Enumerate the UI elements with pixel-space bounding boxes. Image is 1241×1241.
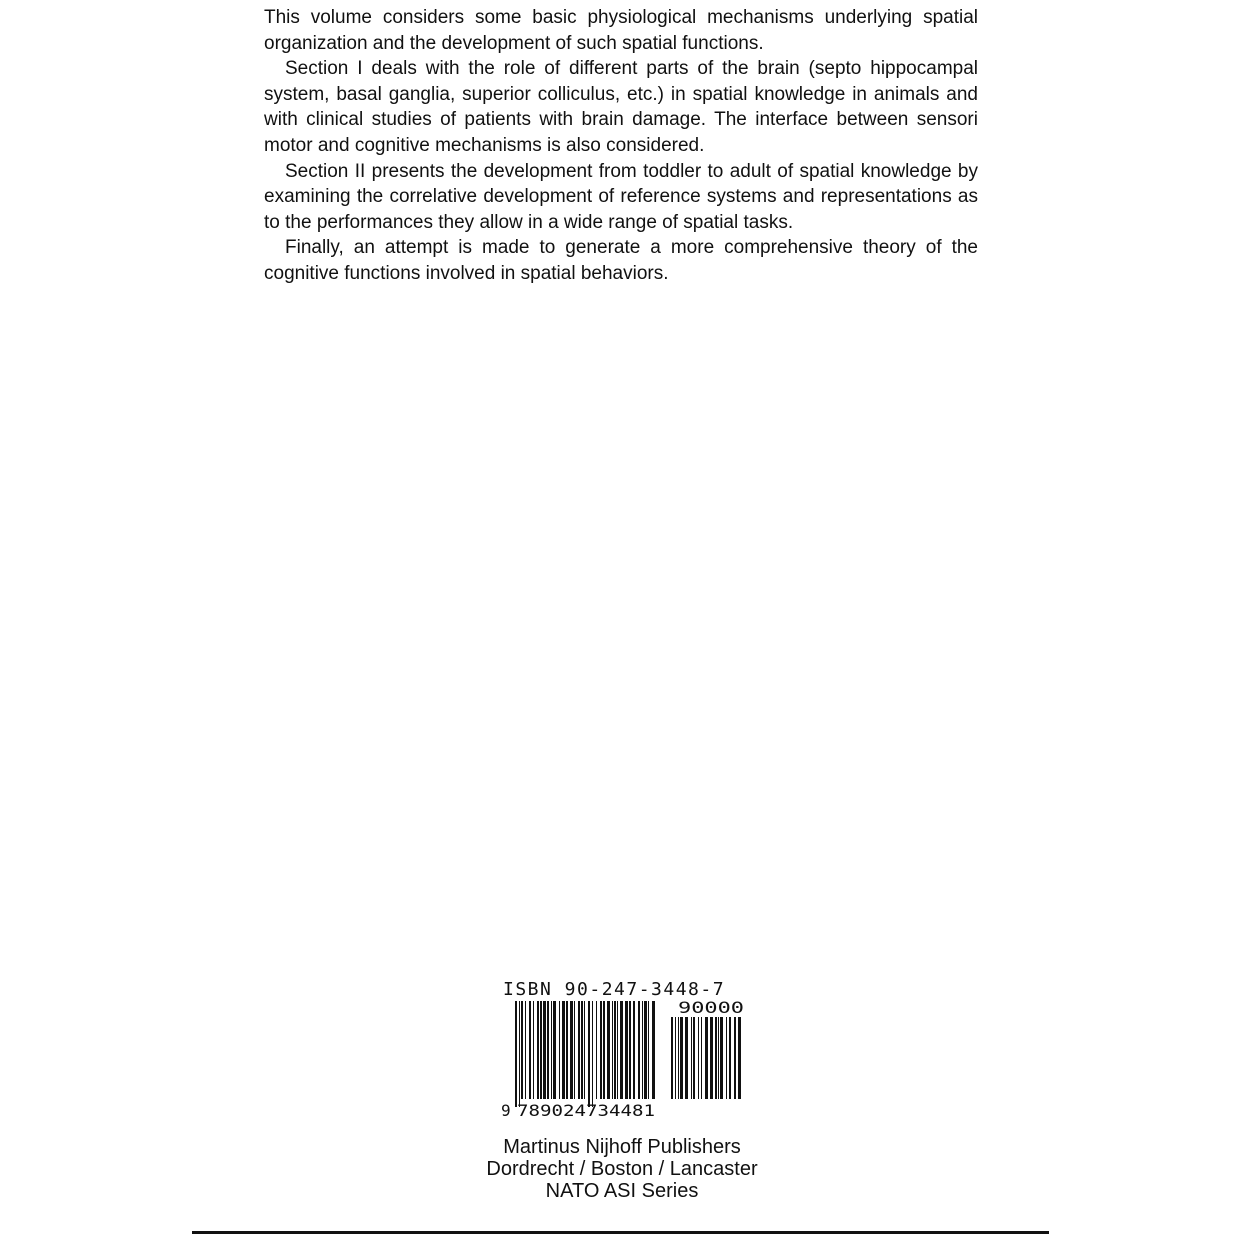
barcode-bar <box>675 1017 676 1099</box>
barcode-bar <box>612 1001 613 1099</box>
barcode-bar <box>729 1017 731 1099</box>
barcode-bar <box>537 1001 539 1099</box>
barcode-bar <box>540 1001 542 1099</box>
publisher-info <box>420 1136 824 1202</box>
barcode-bar <box>705 1017 708 1099</box>
barcode-bar <box>519 1001 520 1107</box>
barcode-bar <box>720 1017 723 1099</box>
barcode-bar <box>617 1001 618 1099</box>
barcode-bar <box>715 1017 717 1099</box>
barcode-bar <box>680 1017 683 1099</box>
barcode-bar <box>551 1001 552 1099</box>
barcode-bar <box>584 1001 585 1099</box>
barcode-bar <box>633 1001 635 1099</box>
barcode-bar <box>529 1001 531 1099</box>
barcode-bar <box>678 1017 679 1099</box>
barcode-bar <box>521 1001 523 1099</box>
barcode-bar <box>592 1001 593 1107</box>
barcode-bar <box>638 1001 640 1099</box>
barcode-bar <box>570 1001 573 1099</box>
barcode-bar <box>625 1001 628 1099</box>
barcode <box>495 995 755 1125</box>
barcode-bar <box>543 1001 546 1099</box>
barcode-bar <box>652 1001 655 1099</box>
blurb-paragraph-4: Finally, an attempt is made to generate a more comprehensive theory of the cognitive functions involved in spatial behaviors. <box>264 237 978 284</box>
blurb-paragraph-2: Section I deals with the role of different parts of the brain (septo hippocampal system, basal ganglia, superior colliculus, etc.) in spatial knowledge in animals and with clinical studies of patients with brain damage. The interface between sensori motor and cognitive mechanisms is also considered. <box>264 58 978 156</box>
blurb-paragraph-3: Section II presents the development from toddler to adult of spatial knowledge by examining the correlative development of reference systems and representations as to the performances they allow in a wide range of spatial tasks. <box>264 160 978 233</box>
barcode-bar <box>614 1001 616 1099</box>
barcode-bar <box>574 1001 575 1099</box>
ean-bars <box>515 1001 655 1107</box>
barcode-bar <box>525 1001 526 1099</box>
series-name: NATO ASI Series <box>545 1180 699 1202</box>
barcode-bar <box>588 1001 590 1107</box>
barcode-bar <box>581 1001 583 1099</box>
barcode-bar <box>701 1017 702 1099</box>
barcode-bar <box>685 1017 688 1099</box>
barcode-bar <box>607 1001 610 1099</box>
barcode-bar <box>596 1001 597 1099</box>
barcode-bar <box>562 1001 565 1099</box>
publisher-name: Martinus Nijhoff Publishers <box>503 1136 741 1158</box>
barcode-bar <box>734 1017 736 1099</box>
barcode-bar <box>547 1001 549 1099</box>
barcode-bar <box>629 1001 631 1099</box>
addon-digits: 90000 <box>678 998 744 1017</box>
bottom-rule <box>192 1231 1049 1234</box>
ean-digits: 789024734481 <box>517 1101 655 1120</box>
barcode-bar <box>718 1017 719 1099</box>
isbn-number: ISBN 90-247-3448-7 <box>503 979 726 1000</box>
barcode-bar <box>671 1017 673 1099</box>
barcode-bar <box>620 1001 623 1099</box>
barcode-bar <box>691 1017 692 1099</box>
barcode-bar <box>559 1001 560 1099</box>
barcode-bar <box>578 1001 580 1099</box>
barcode-bar <box>553 1001 556 1099</box>
barcode-bar <box>738 1017 741 1099</box>
blurb-paragraph-1: This volume considers some basic physiological mechanisms underlying spatial organization and the development of such spatial functions. <box>264 7 978 54</box>
barcode-bar <box>515 1001 517 1107</box>
barcode-bar <box>566 1001 568 1099</box>
barcode-bar <box>710 1017 713 1099</box>
barcode-bar <box>603 1001 605 1099</box>
publisher-cities: Dordrecht / Boston / Lancaster <box>486 1158 758 1180</box>
barcode-bar <box>642 1001 643 1099</box>
barcode-bar <box>726 1017 727 1099</box>
barcode-bar <box>693 1017 695 1099</box>
addon-bars <box>671 1017 741 1099</box>
barcode-bar <box>648 1001 649 1099</box>
ean-first-digit: 9 <box>501 1101 511 1120</box>
barcode-bar <box>698 1017 699 1099</box>
barcode-bar <box>533 1001 534 1099</box>
barcode-bar <box>600 1001 602 1099</box>
blurb-text <box>264 5 978 287</box>
barcode-bar <box>644 1001 647 1099</box>
